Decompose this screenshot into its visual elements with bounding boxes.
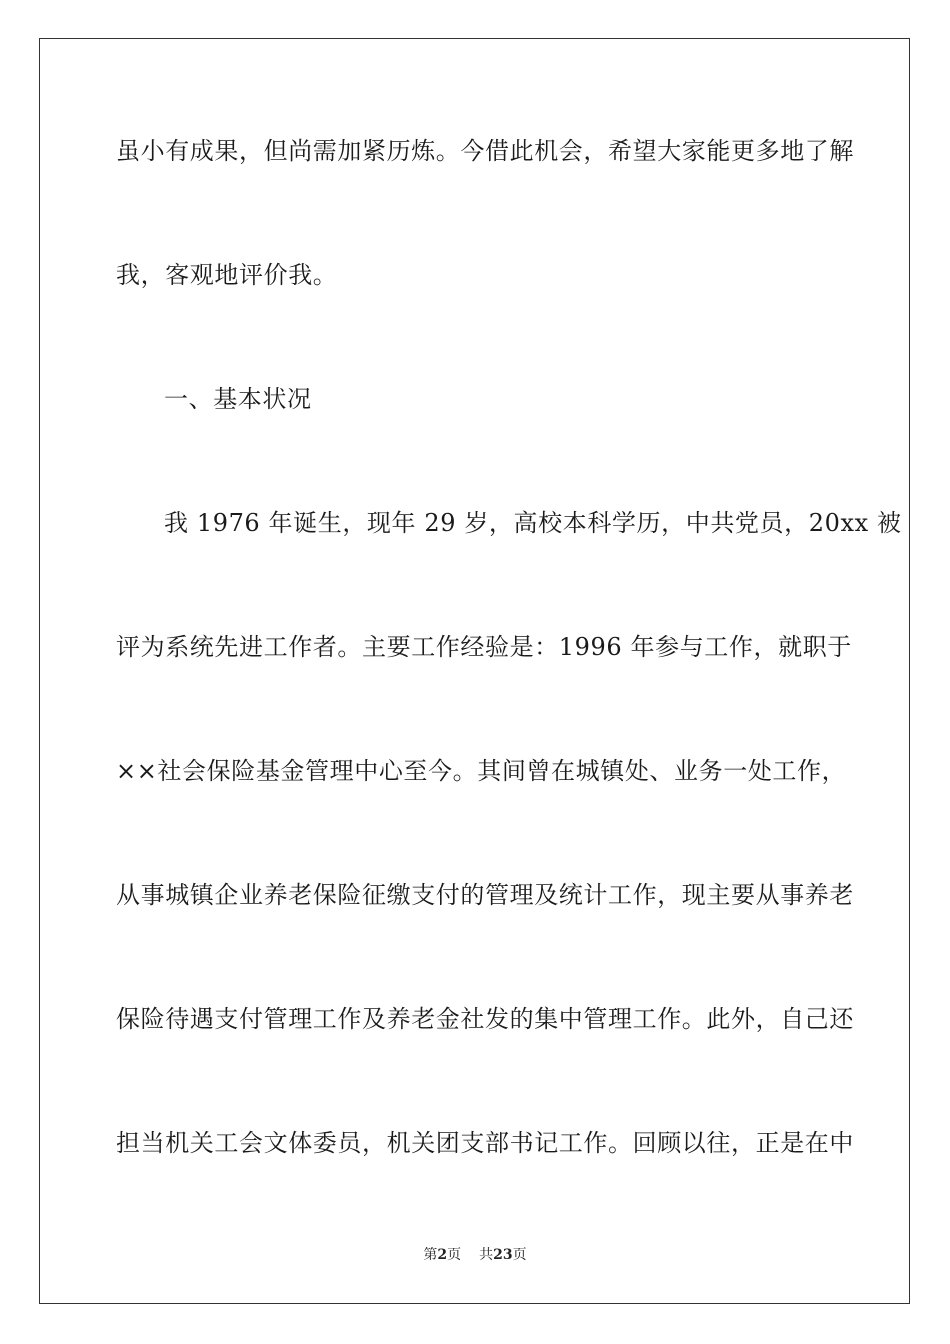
paragraph-line-2: 我，客观地评价我。 (116, 261, 338, 289)
page-prefix: 第 (423, 1247, 438, 1263)
paragraph-line-4: 评为系统先进工作者。主要工作经验是：1996 年参与工作，就职于 (116, 633, 852, 661)
page-suffix: 页 (447, 1247, 462, 1263)
page-footer (0, 1246, 950, 1264)
section-heading: 一、基本状况 (164, 385, 312, 413)
total-suffix: 页 (512, 1247, 527, 1263)
page-number: 2 (437, 1247, 448, 1263)
paragraph-line-6: 从事城镇企业养老保险征缴支付的管理及统计工作，现主要从事养老 (116, 881, 854, 909)
paragraph-line-7: 保险待遇支付管理工作及养老金社发的集中管理工作。此外，自己还 (116, 1005, 854, 1033)
paragraph-line-3: 我 1976 年诞生，现年 29 岁，高校本科学历，中共党员，20xx 被 (164, 509, 902, 537)
total-pages: 23 (493, 1247, 513, 1263)
paragraph-line-8: 担当机关工会文体委员，机关团支部书记工作。回顾以往，正是在中 (116, 1129, 854, 1157)
page-frame (39, 38, 910, 1304)
paragraph-line-5: ××社会保险基金管理中心至今。其间曾在城镇处、业务一处工作， (116, 757, 847, 785)
total-prefix: 共 (479, 1247, 494, 1263)
paragraph-line-1: 虽小有成果，但尚需加紧历炼。今借此机会，希望大家能更多地了解 (116, 137, 854, 165)
